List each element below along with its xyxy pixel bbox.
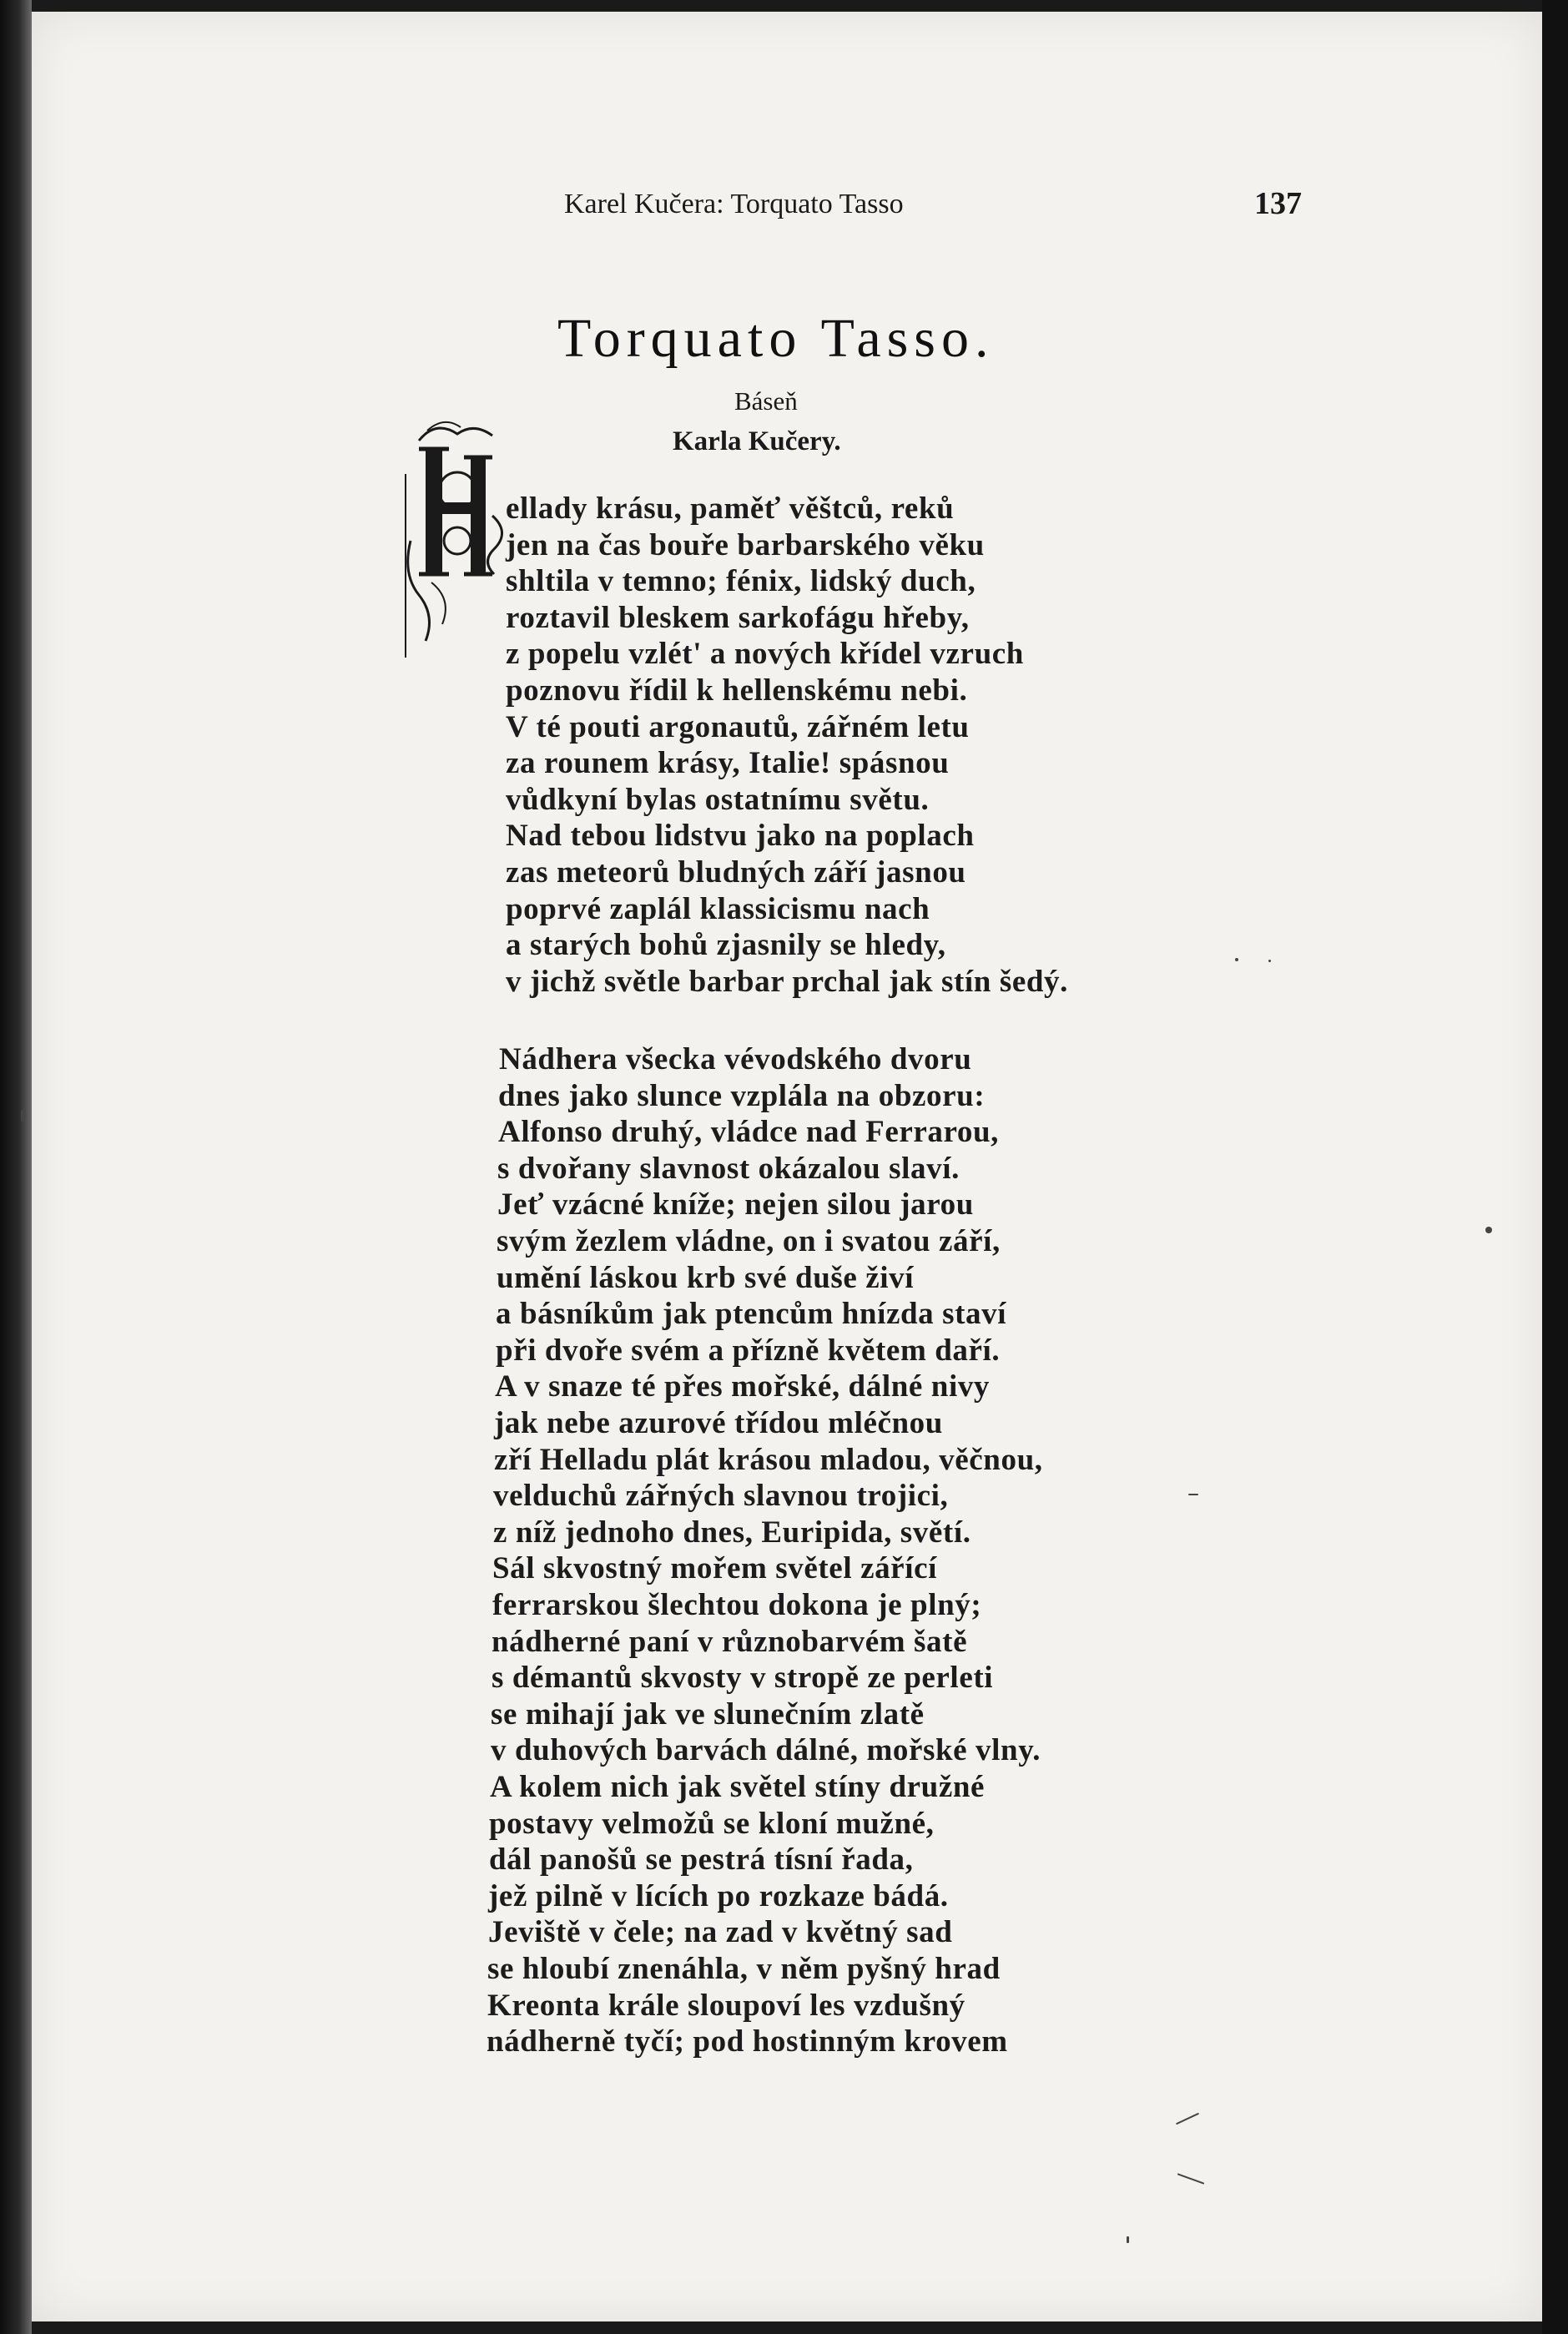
verse-line: poprvé zaplál klassicismu nach (506, 892, 930, 926)
verse-line: dál panošů se pestrá tísní řada, (489, 1842, 914, 1877)
verse-line: ellady krásu, paměť věštců, reků (506, 492, 955, 526)
verse-line: poznovu řídil k hellenskému nebi. (506, 673, 968, 708)
page-speck (21, 1110, 25, 1122)
verse-line: V té pouti argonautů, zářném letu (506, 710, 970, 744)
verse-line: svým žezlem vládne, on i svatou září, (497, 1224, 1001, 1258)
ornamental-initial-h-icon (402, 416, 512, 666)
verse-line: Jeť vzácné kníže; nejen silou jarou (497, 1187, 974, 1222)
verse-line: nádherné paní v různobarvém šatě (492, 1625, 968, 1659)
verse-line: Alfonso druhý, vládce nad Ferrarou, (498, 1115, 1000, 1149)
verse-line: Jeviště v čele; na zad v květný sad (488, 1915, 953, 1949)
poem-title: Torquato Tasso. (557, 308, 995, 369)
verse-line: umění láskou krb své duše živí (497, 1261, 915, 1295)
verse-line: při dvoře svém a přízně květem daří. (496, 1333, 1001, 1368)
verse-line: vůdkyní bylas ostatnímu světu. (506, 783, 930, 817)
verse-line: za rounem krásy, Italie! spásnou (506, 746, 950, 780)
verse-line: jen na čas bouře barbarského věku (506, 528, 985, 562)
verse-line: se hloubí znenáhla, v něm pyšný hrad (487, 1952, 1001, 1986)
verse-line: zří Helladu plát krásou mladou, věčnou, (494, 1443, 1043, 1477)
verse-line: dnes jako slunce vzplála na obzoru: (498, 1079, 986, 1113)
verse-line: shltila v temno; fénix, lidský duch, (506, 564, 976, 598)
verse-line: jež pilně v lících po rozkaze bádá. (488, 1879, 949, 1913)
page-edge-right (1542, 0, 1568, 2334)
verse-line: a básníkům jak ptencům hnízda staví (496, 1297, 1007, 1331)
verse-line: Sál skvostný mořem světel zářící (492, 1551, 937, 1585)
verse-line: A kolem nich jak světel stíny družné (490, 1770, 986, 1804)
verse-line: a starých bohů zjasnily se hledy, (506, 928, 946, 962)
verse-line: ferrarskou šlechtou dokona je plný; (492, 1588, 982, 1622)
page-speck (1485, 1227, 1492, 1233)
page-speck (1188, 1494, 1198, 1495)
verse-line: Kreonta krále sloupoví les vzdušný (487, 1989, 966, 2023)
page-edge-left (0, 0, 32, 2334)
verse-line: v jichž světle barbar prchal jak stín šedý. (506, 965, 1068, 999)
page-number: 137 (1254, 186, 1302, 221)
page-speck (1235, 958, 1238, 961)
poem-subtitle: Báseň (734, 386, 798, 416)
verse-line: s démantů skvosty v stropě ze perleti (492, 1661, 994, 1695)
running-header: Karel Kučera: Torquato Tasso (564, 189, 904, 219)
verse-line: se mihají jak ve slunečním zlatě (491, 1697, 925, 1732)
verse-line: z popelu vzlét' a nových křídel vzruch (506, 637, 1024, 671)
page-speck (1127, 2236, 1129, 2243)
verse-line: A v snaze té přes mořské, dálné nivy (495, 1369, 991, 1404)
verse-line: velduchů zářných slavnou trojici, (493, 1479, 949, 1513)
verse-line: jak nebe azurové třídou mléčnou (494, 1406, 943, 1440)
verse-line: nádherně tyčí; pod hostinným krovem (487, 2024, 1008, 2059)
verse-line: zas meteorů bludných září jasnou (506, 855, 966, 890)
verse-line: z níž jednoho dnes, Euripida, světí. (493, 1515, 971, 1550)
verse-line: Nádhera všecka vévodského dvoru (499, 1042, 972, 1076)
verse-line: postavy velmožů se kloní mužné, (489, 1807, 935, 1841)
verse-line: v duhových barvách dálné, mořské vlny. (491, 1733, 1041, 1767)
poem-author: Karla Kučery. (673, 426, 841, 456)
verse-line: Nad tebou lidstvu jako na poplach (506, 819, 975, 853)
verse-line: s dvořany slavnost okázalou slaví. (497, 1152, 960, 1186)
page-speck (1268, 960, 1271, 962)
verse-line: roztavil bleskem sarkofágu hřeby, (506, 601, 970, 635)
